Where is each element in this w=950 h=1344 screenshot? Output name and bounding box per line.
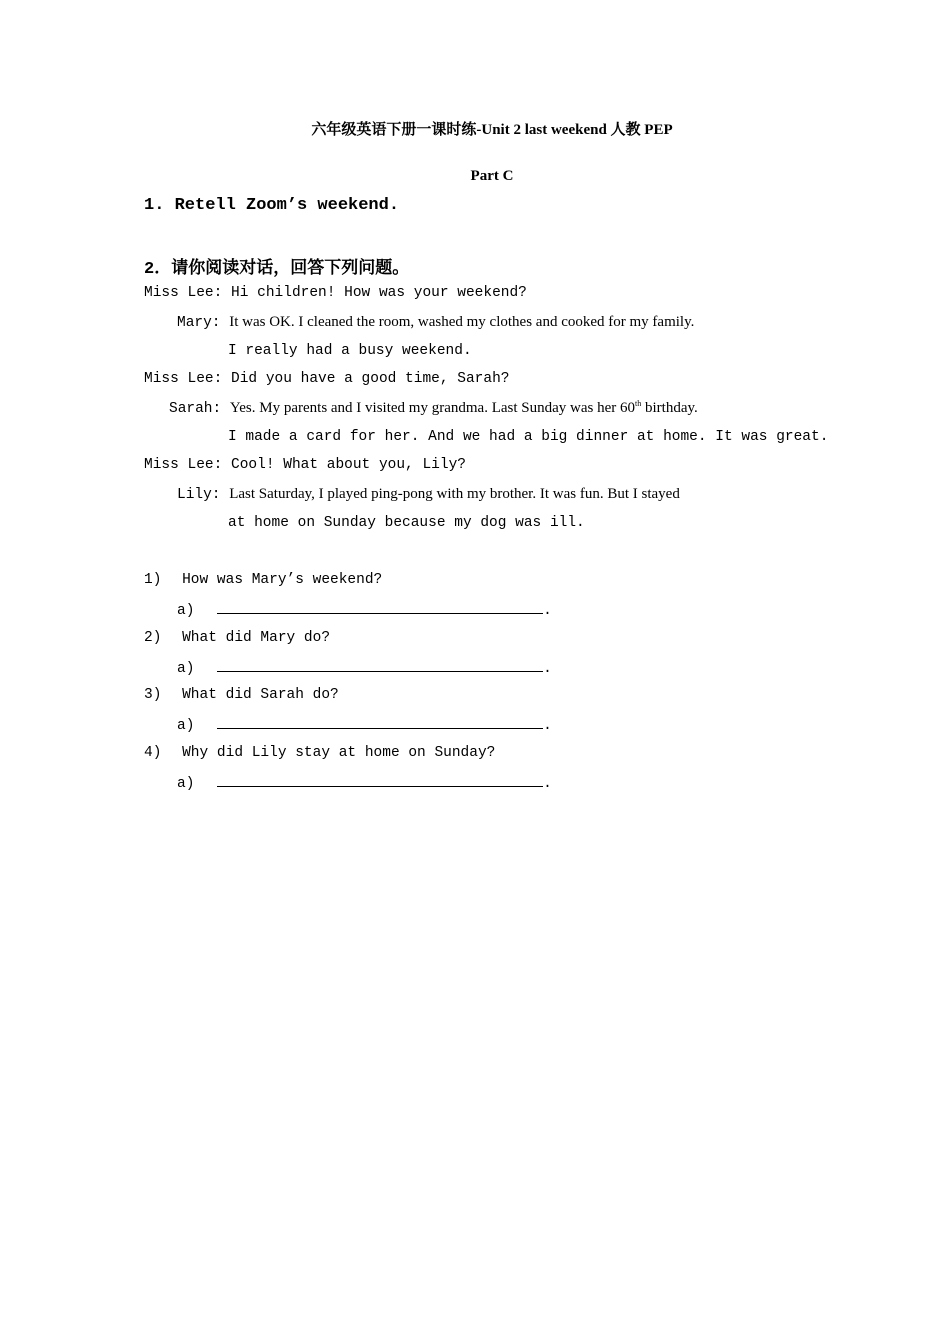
- speaker-label: Miss Lee:: [144, 371, 223, 387]
- speaker-label: Miss Lee:: [144, 285, 223, 301]
- part-heading: Part C: [470, 168, 514, 184]
- answer-period: .: [543, 603, 552, 619]
- question: [144, 572, 382, 588]
- answer-label: a): [177, 603, 195, 619]
- speaker-label: Mary:: [177, 315, 221, 331]
- answer-line: [177, 774, 552, 792]
- dialogue-text: at home on Sunday because my dog was ill.: [228, 515, 585, 531]
- page-title: 六年级英语下册一课时练-Unit 2 last weekend 人教 PEP: [311, 122, 673, 138]
- speaker-label: Miss Lee:: [144, 457, 223, 473]
- question-number: 4): [144, 745, 162, 761]
- question: [144, 630, 330, 646]
- dialogue-text: [230, 400, 698, 416]
- dialogue-line: [177, 486, 680, 503]
- speaker-label: Lily:: [177, 487, 221, 503]
- question: [144, 687, 339, 703]
- question-text: How was Mary’s weekend?: [182, 572, 383, 588]
- ordinal-superscript: th: [635, 399, 642, 408]
- dialogue-text-part: birthday.: [641, 400, 698, 416]
- dialogue-text: I made a card for her. And we had a big dinner at home. It was great.: [228, 429, 829, 445]
- dialogue-line: [228, 429, 828, 445]
- dialogue-line: [144, 285, 527, 301]
- dialogue-line: [228, 343, 472, 359]
- dialogue-line: [169, 400, 698, 417]
- dialogue-text: Last Saturday, I played ping-pong with my brother. It was fun. But I stayed: [229, 486, 680, 502]
- answer-line: [177, 659, 552, 677]
- answer-label: a): [177, 718, 195, 734]
- dialogue-line: [144, 457, 466, 473]
- answer-blank[interactable]: [217, 601, 543, 614]
- speaker-label: Sarah:: [169, 401, 222, 417]
- answer-blank[interactable]: [217, 774, 543, 787]
- answer-label: a): [177, 661, 195, 677]
- answer-line: [177, 716, 552, 734]
- dialogue-text: Cool! What about you, Lily?: [231, 457, 466, 473]
- task-1-heading: 1. Retell Zoom’s weekend.: [144, 196, 400, 215]
- dialogue-text: Did you have a good time, Sarah?: [231, 371, 510, 387]
- answer-period: .: [543, 776, 552, 792]
- question: [144, 745, 495, 761]
- dialogue-text: I really had a busy weekend.: [228, 343, 472, 359]
- answer-period: .: [543, 718, 552, 734]
- dialogue-line: [144, 371, 509, 387]
- answer-label: a): [177, 776, 195, 792]
- answer-line: [177, 601, 552, 619]
- question-number: 2): [144, 630, 162, 646]
- dialogue-line: [228, 515, 585, 531]
- answer-blank[interactable]: [217, 716, 543, 729]
- answer-blank[interactable]: [217, 659, 543, 672]
- answer-period: .: [543, 661, 552, 677]
- question-number: 1): [144, 572, 162, 588]
- dialogue-text-part: Yes. My parents and I visited my grandma. Last Sunday was her 60: [229, 400, 636, 416]
- question-text: What did Mary do?: [182, 630, 331, 646]
- dialogue-text: It was OK. I cleaned the room, washed my clothes and cooked for my family.: [229, 314, 695, 330]
- dialogue-text: Hi children! How was your weekend?: [231, 285, 527, 301]
- question-number: 3): [144, 687, 162, 703]
- question-text: Why did Lily stay at home on Sunday?: [182, 745, 496, 761]
- dialogue-line: [177, 314, 694, 331]
- question-text: What did Sarah do?: [182, 687, 339, 703]
- task-2-heading: 2．请你阅读对话，回答下列问题。: [144, 260, 410, 279]
